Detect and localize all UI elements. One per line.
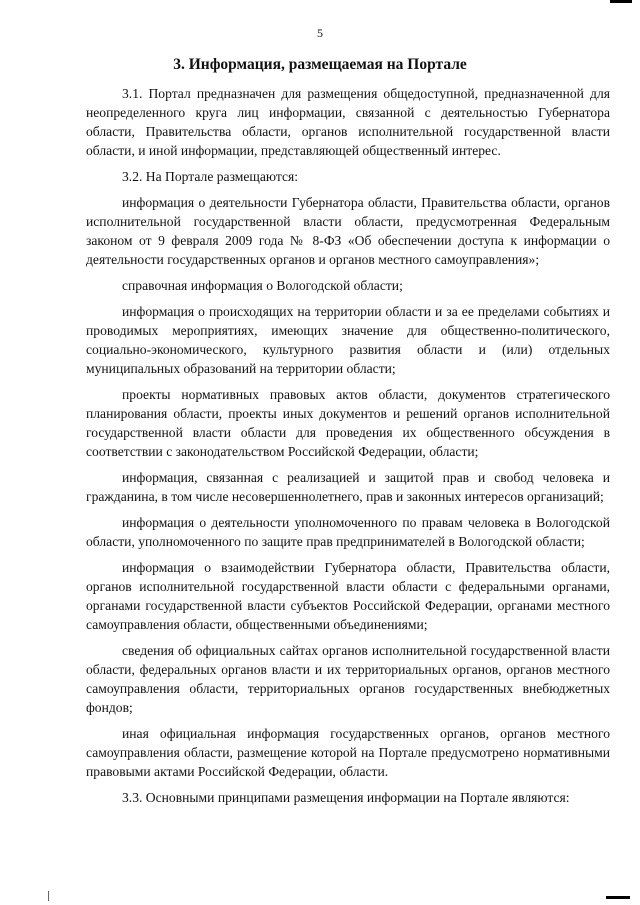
- list-item: информация, связанная с реализацией и защитой прав и свобод человека и гражданина, в том числе несовершеннолетнего, прав и законных интересов организаций;: [86, 470, 610, 504]
- section-title: 3. Информация, размещаемая на Портале: [173, 56, 467, 73]
- list-item: информация о происходящих на территории области и за ее пределами событиях и проводимых мероприятиях, имеющих значение для общественно-политического, социально-экономического, культурного развития области и (или) отдельных муниципальных образований на территории области;: [86, 304, 610, 376]
- scan-mark: [606, 896, 630, 899]
- list-item: иная официальная информация государственных органов, органов местного самоуправления области, размещение которой на Портале предусмотрено нормативными правовыми актами Российской Федерации, области.: [86, 726, 610, 779]
- paragraph-3-2: 3.2. На Портале размещаются:: [122, 169, 299, 184]
- page-number: 5: [317, 26, 323, 40]
- paragraph-3-3: 3.3. Основными принципами размещения информации на Портале являются:: [122, 790, 570, 805]
- list-item: информация о деятельности Губернатора области, Правительства области, органов исполнительной государственной власти области, предусмотренная Федеральным законом от 9 февраля 2009 года № 8-ФЗ «Об обеспечении доступа к информации о деятельности государственных органов и органов местного самоуправления»;: [86, 195, 610, 267]
- list-item: информация о деятельности уполномоченного по правам человека в Вологодской области, уполномоченного по защите прав предпринимателей в Вологодской области;: [86, 515, 610, 549]
- list-item: проекты нормативных правовых актов области, документов стратегического планирования области, проекты иных документов и решений органов исполнительной государственной власти области для проведения их общественного обсуждения в соответствии с законодательством Российской Федерации, области;: [86, 387, 610, 459]
- list-item: сведения об официальных сайтах органов исполнительной государственной власти области, федеральных органов власти и их территориальных органов, органов местного самоуправления области, территориальных органов государственных внебюджетных фондов;: [86, 643, 610, 715]
- list-item: информация о взаимодействии Губернатора области, Правительства области, органов исполнительной государственной власти области с федеральными органами, органами государственной власти субъектов Российской Федерации, органами местного самоуправления области, общественными объединениями;: [86, 560, 610, 632]
- document-body: [86, 84, 610, 814]
- list-item: справочная информация о Вологодской области;: [122, 278, 403, 293]
- scan-mark: [610, 0, 632, 3]
- paragraph-3-1: 3.1. Портал предназначен для размещения общедоступной, предназначенной для неопределенного круга лиц информации, связанной с деятельностью Губернатора области, Правительства области, органов исполнительной государственной власти области, и иной информации, представляющей общественный интерес.: [86, 86, 610, 158]
- scan-mark: [48, 891, 49, 901]
